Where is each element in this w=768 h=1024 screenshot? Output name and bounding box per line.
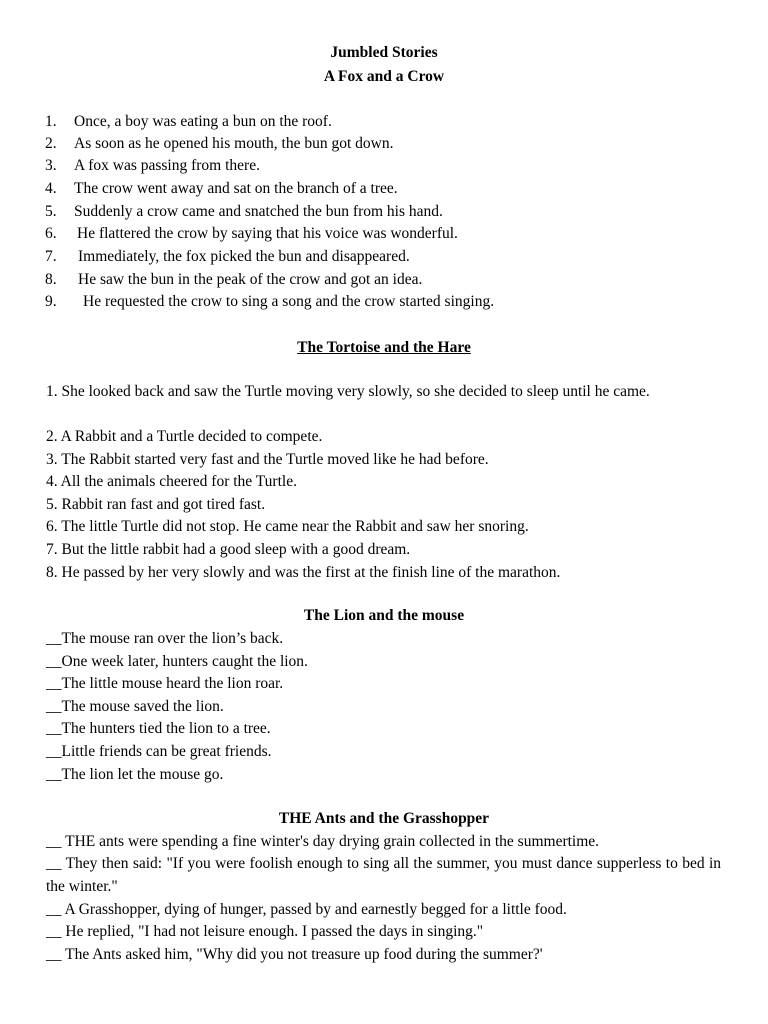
story-title-tortoise-hare: The Tortoise and the Hare <box>297 339 471 356</box>
list-item: 6. The little Turtle did not stop. He came near the Rabbit and saw her snoring. <box>46 518 529 535</box>
document-page: Jumbled Stories A Fox and a Crow 1. Once, a boy was eating a bun on the roof. 2. As soon as he opened his mouth, the bun got down. 3. A fox was passing from there. 4. The crow went away and sat on the branch of a tree. 5. Suddenly a crow came and snatched the bun from his hand. 6. He flattered the crow by saying that his voice was wonderful. 7. Immediately, the fox picked the bun and disappeared. 8. He saw the bun in the peak of the crow and got an idea. 9. He requested the crow to sing a song and the crow started singing. The Tortoise and the Hare 1. She looked back and saw the Turtle moving very slowly, so she decided to sleep until he came. 2. A Rabbit and a Turtle decided to compete. 3. The Rabbit started very fast and the Turtle moved like he had before. 4. All the animals cheered for the Turtle. 5. Rabbit ran fast and got tired fast. 6. The little Turtle did not stop. He came near the Rabbit and saw her snoring. 7. But the little rabbit had a good sleep with a good dream. 8. He passed by her very slowly and was the first at the finish line of the marathon. The Lion and the mouse __The mouse ran over the lion’s back. __One week later, hunters caught the lion. __The little mouse heard the lion roar. __The mouse saved the lion. __The hunters tied the lion to a tree. __Little friends can be great friends. __The lion let the mouse go. THE Ants and the Grasshopper __ THE ants were spending a fine winter's day drying grain collected in the summertime. __ They then said: "If you were foolish enough to sing all the summer, you must dance supperless to bed in the winter." __ A Grasshopper, dying of hunger, passed by and earnestly begged for a little food. __ He replied, "I had not leisure enough. I passed the days in singing." __ The Ants asked him, "Why did you not treasure up food during the summer?' <box>0 0 768 1024</box>
story-title-ants-grasshopper: THE Ants and the Grasshopper <box>278 810 490 827</box>
list-item: __One week later, hunters caught the lion. <box>46 653 308 670</box>
list-item: __ The Ants asked him, "Why did you not treasure up food during the summer?' <box>46 946 543 963</box>
list-item: __ He replied, "I had not leisure enough. I passed the days in singing." <box>46 923 484 940</box>
story-title-lion-mouse: The Lion and the mouse <box>303 607 465 624</box>
list-item: __The hunters tied the lion to a tree. <box>46 720 271 737</box>
document-title: Jumbled Stories <box>330 44 438 61</box>
story-title-fox-crow: A Fox and a Crow <box>323 68 445 85</box>
list-item: 7. But the little rabbit had a good sleep with a good dream. <box>46 541 411 558</box>
list-item: __ They then said: "If you were foolish enough to sing all the summer, you must dance supperless to bed in the winter." <box>46 855 721 895</box>
list-item: 4. All the animals cheered for the Turtle. <box>46 473 297 490</box>
list-item: 2. A Rabbit and a Turtle decided to compete. <box>46 428 323 445</box>
list-item: 8. He passed by her very slowly and was the first at the finish line of the marathon. <box>46 564 561 581</box>
list-item: __The lion let the mouse go. <box>46 766 224 783</box>
list-item: __ THE ants were spending a fine winter's day drying grain collected in the summertime. <box>46 833 600 850</box>
list-item: __ A Grasshopper, dying of hunger, passed by and earnestly begged for a little food. <box>46 901 567 918</box>
list-item: 1. She looked back and saw the Turtle moving very slowly, so she decided to sleep until he came. <box>46 383 650 400</box>
list-item: __The little mouse heard the lion roar. <box>46 675 284 692</box>
list-item: 3. The Rabbit started very fast and the Turtle moved like he had before. <box>46 451 489 468</box>
list-item: __Little friends can be great friends. <box>46 743 272 760</box>
list-item: 5. Rabbit ran fast and got tired fast. <box>46 496 266 513</box>
list-item: __The mouse saved the lion. <box>46 698 224 715</box>
list-item: __The mouse ran over the lion’s back. <box>46 630 284 647</box>
